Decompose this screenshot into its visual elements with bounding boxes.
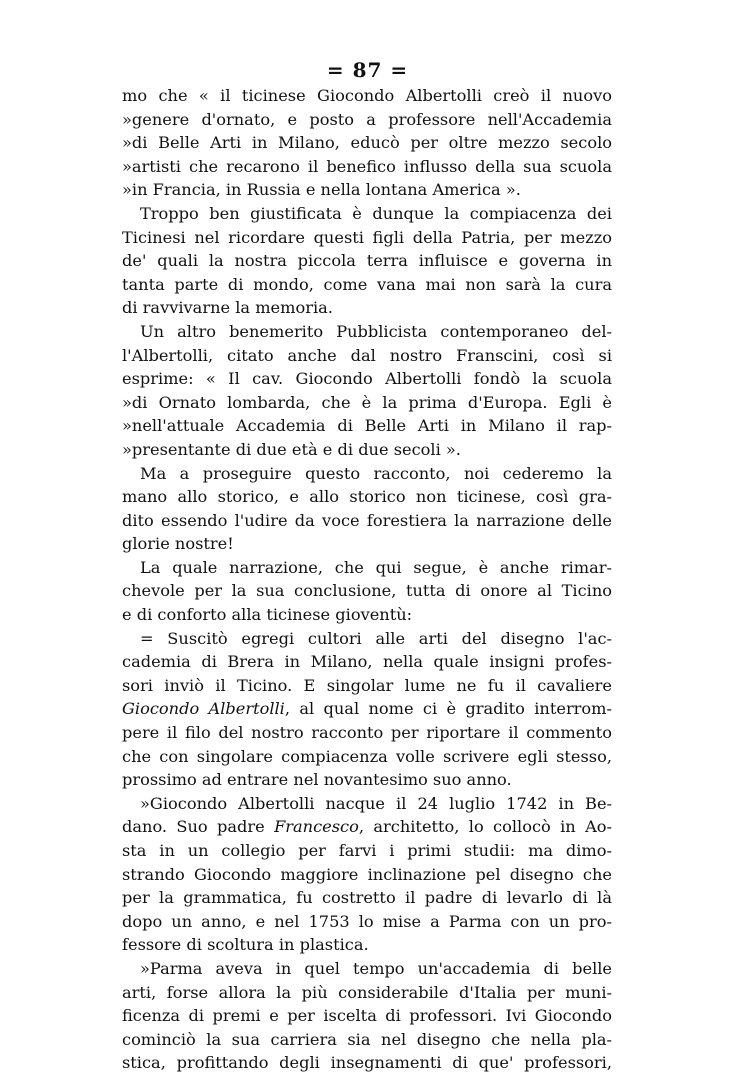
text-segment: »presentante di due età e di due secoli ». bbox=[122, 439, 461, 459]
text-line bbox=[122, 485, 612, 509]
text-line bbox=[122, 532, 612, 556]
text-segment: arti, forse allora la più considerabile d'Italia per muni- bbox=[122, 982, 612, 1002]
text-segment: »di Ornato lombarda, che è la prima d'Europa. Egli è bbox=[122, 392, 612, 412]
text-line bbox=[122, 178, 612, 202]
text-line bbox=[122, 768, 612, 792]
text-segment: mano allo storico, e allo storico non ticinese, così gra- bbox=[122, 487, 612, 507]
text-segment: cademia di Brera in Milano, nella quale insigni profes- bbox=[122, 652, 612, 672]
text-segment: Un altro benemerito Pubblicista contemporaneo del- bbox=[140, 321, 612, 341]
text-line bbox=[122, 674, 612, 698]
text-segment: »Giocondo Albertolli nacque il 24 luglio 1742 in Be- bbox=[140, 793, 612, 813]
text-segment: Ticinesi nel ricordare questi figli della Patria, per mezzo bbox=[122, 227, 612, 247]
text-line bbox=[122, 202, 612, 226]
text-line bbox=[122, 603, 612, 627]
body-text bbox=[122, 84, 612, 1075]
text-segment: »artisti che recarono il benefico influsso della sua scuola bbox=[122, 156, 612, 176]
text-line bbox=[122, 509, 612, 533]
text-segment: fessore di scoltura in plastica. bbox=[122, 935, 369, 955]
text-segment: prossimo ad entrare nel novantesimo suo anno. bbox=[122, 770, 512, 790]
text-line bbox=[122, 839, 612, 863]
text-segment: sori inviò il Ticino. E singolar lume ne fu il cavaliere bbox=[122, 675, 612, 695]
text-line bbox=[122, 721, 612, 745]
text-line bbox=[122, 745, 612, 769]
text-segment: Troppo ben giustificata è dunque la compiacenza dei bbox=[140, 203, 612, 223]
text-segment: l'Albertolli, citato anche dal nostro Franscini, così si bbox=[122, 345, 612, 365]
text-segment: tanta parte di mondo, come vana mai non sarà la cura bbox=[122, 274, 612, 294]
italic-text: Giocondo Albertolli bbox=[122, 699, 285, 719]
text-line bbox=[122, 367, 612, 391]
text-segment: strando Giocondo maggiore inclinazione pel disegno che bbox=[122, 864, 612, 884]
text-segment: per la grammatica, fu costretto il padre di levarlo di là bbox=[122, 888, 612, 908]
text-line bbox=[122, 579, 612, 603]
text-segment: pere il filo del nostro racconto per riportare il commento bbox=[122, 723, 612, 743]
text-line bbox=[122, 886, 612, 910]
text-segment: stica, profittando degli insegnamenti di que' professori, bbox=[122, 1053, 612, 1073]
text-line bbox=[122, 933, 612, 957]
text-line bbox=[122, 1004, 612, 1028]
text-segment: chevole per la sua conclusione, tutta di onore al Ticino bbox=[122, 581, 612, 601]
text-segment: , al qual nome ci è gradito interrom- bbox=[284, 699, 612, 719]
text-segment: La quale narrazione, che qui segue, è anche rimar- bbox=[140, 557, 612, 577]
text-segment: = Suscitò egregi cultori alle arti del disegno l'ac- bbox=[140, 628, 612, 648]
text-segment: esprime: « Il cav. Giocondo Albertolli fondò la scuola bbox=[122, 369, 612, 389]
text-segment: e di conforto alla ticinese gioventù: bbox=[122, 605, 413, 625]
text-segment: ficenza di premi e per iscelta di professori. Ivi Giocondo bbox=[122, 1006, 612, 1026]
text-line bbox=[122, 792, 612, 816]
text-line bbox=[122, 1028, 612, 1052]
text-segment: »Parma aveva in quel tempo un'accademia di belle bbox=[140, 958, 612, 978]
text-line bbox=[122, 815, 612, 839]
text-line bbox=[122, 438, 612, 462]
text-segment: »in Francia, in Russia e nella lontana America ». bbox=[122, 180, 521, 200]
text-segment: Ma a proseguire questo racconto, noi cederemo la bbox=[140, 463, 612, 483]
text-segment: dopo un anno, e nel 1753 lo mise a Parma con un pro- bbox=[122, 911, 612, 931]
text-segment: cominciò la sua carriera sia nel disegno che nella pla- bbox=[122, 1029, 612, 1049]
text-segment: dano. Suo padre bbox=[122, 817, 275, 837]
text-line bbox=[122, 108, 612, 132]
text-segment: »nell'attuale Accademia di Belle Arti in Milano il rap- bbox=[122, 416, 612, 436]
text-line bbox=[122, 957, 612, 981]
text-line bbox=[122, 226, 612, 250]
text-segment: »di Belle Arti in Milano, educò per oltre mezzo secolo bbox=[122, 133, 612, 153]
text-line bbox=[122, 981, 612, 1005]
text-line bbox=[122, 556, 612, 580]
text-segment: , architetto, lo collocò in Ao- bbox=[358, 817, 612, 837]
text-line bbox=[122, 863, 612, 887]
text-line bbox=[122, 1051, 612, 1075]
text-segment: dito essendo l'udire da voce forestiera la narrazione delle bbox=[122, 510, 612, 530]
text-segment: di ravvivarne la memoria. bbox=[122, 298, 333, 318]
text-line bbox=[122, 344, 612, 368]
text-line bbox=[122, 391, 612, 415]
text-line bbox=[122, 462, 612, 486]
text-line bbox=[122, 627, 612, 651]
text-line bbox=[122, 320, 612, 344]
text-segment: glorie nostre! bbox=[122, 534, 234, 554]
text-line bbox=[122, 650, 612, 674]
text-segment: mo che « il ticinese Giocondo Albertolli creò il nuovo bbox=[122, 86, 612, 105]
text-line bbox=[122, 249, 612, 273]
text-line bbox=[122, 414, 612, 438]
text-segment: »genere d'ornato, e posto a professore nell'Accademia bbox=[122, 109, 612, 129]
text-line bbox=[122, 697, 612, 721]
text-segment: che con singolare compiacenza volle scrivere egli stesso, bbox=[122, 746, 612, 766]
text-segment: sta in un collegio per farvi i primi studii: ma dimo- bbox=[122, 841, 612, 860]
text-line bbox=[122, 273, 612, 297]
text-line bbox=[122, 296, 612, 320]
text-line bbox=[122, 84, 612, 108]
text-line bbox=[122, 131, 612, 155]
text-segment: de' quali la nostra piccola terra influisce e governa in bbox=[122, 251, 612, 271]
page-number: = 87 = bbox=[326, 58, 409, 82]
text-line bbox=[122, 910, 612, 934]
italic-text: Francesco bbox=[274, 817, 359, 837]
text-line bbox=[122, 155, 612, 179]
